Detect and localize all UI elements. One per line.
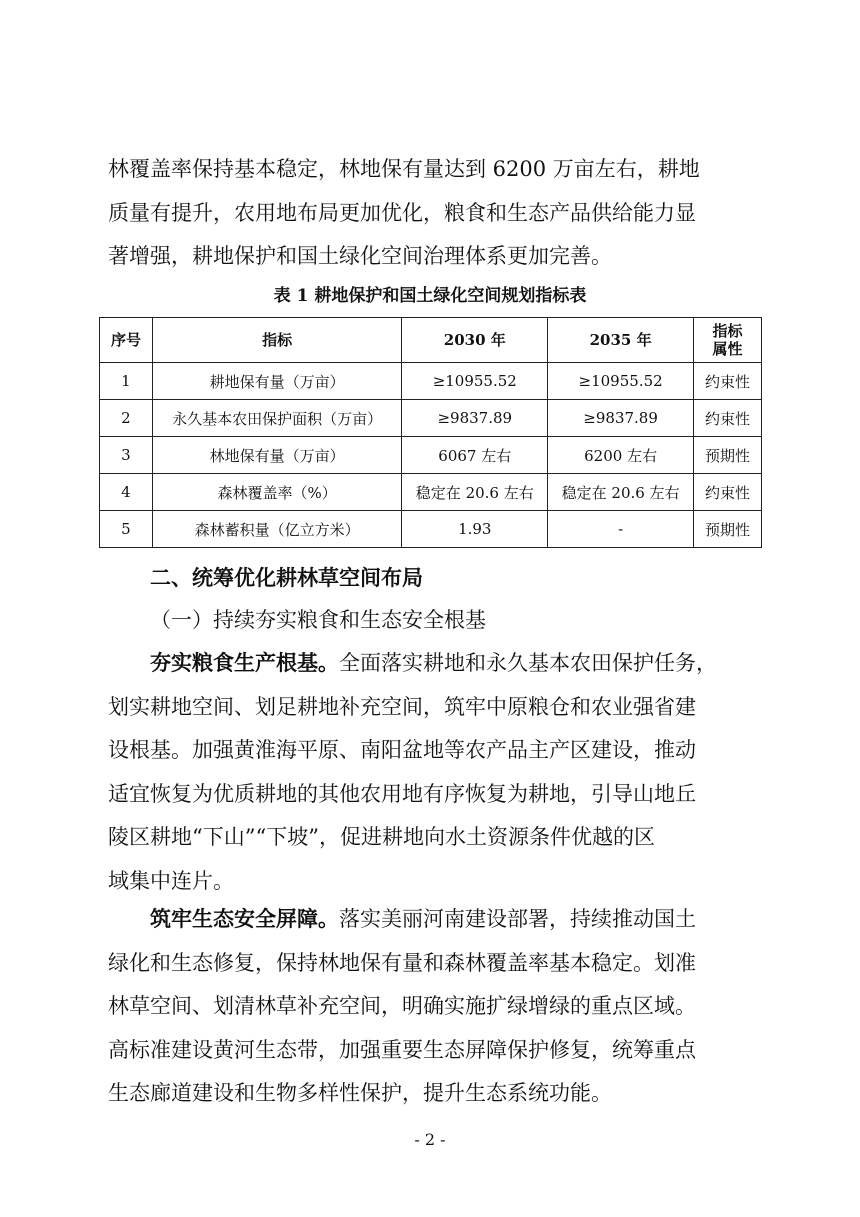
text-line <box>108 897 758 942</box>
table-row <box>100 363 762 400</box>
cell-2030: 6067 左右 <box>402 437 548 474</box>
cell-2030: 稳定在 20.6 左右 <box>402 474 548 511</box>
text-line: 生态廊道建设和生物多样性保护，提升生态系统功能。 <box>108 1081 612 1105</box>
table-row <box>100 511 762 548</box>
cell-index: 1 <box>100 363 153 400</box>
paragraph-lead: 筑牢生态安全屏障。 <box>150 906 339 931</box>
cell-index: 2 <box>100 400 153 437</box>
text-line: 质量有提升，农用地布局更加优化，粮食和生态产品供给能力显 <box>108 200 696 225</box>
paragraph-text: 全面落实耕地和永久基本农田保护任务， <box>339 651 717 675</box>
header-index: 序号 <box>100 318 153 363</box>
subsection-heading: （一）持续夯实粮食和生态安全根基 <box>150 608 486 632</box>
cell-2035: - <box>548 511 694 548</box>
cell-2035: 稳定在 20.6 左右 <box>548 474 694 511</box>
cell-2035: ≥9837.89 <box>548 400 694 437</box>
header-attribute <box>694 318 762 363</box>
cell-2035: ≥10955.52 <box>548 363 694 400</box>
cell-2030: 1.93 <box>402 511 548 548</box>
paragraph-lead: 夯实粮食生产根基。 <box>150 650 339 675</box>
cell-2030: ≥10955.52 <box>402 363 548 400</box>
text-line: 设根基。加强黄淮海平原、南阳盆地等农产品主产区建设，推动 <box>108 738 696 762</box>
header-2030: 2030 年 <box>402 318 548 363</box>
table-header-row <box>100 318 762 363</box>
cell-index: 5 <box>100 511 153 548</box>
text-line: 适宜恢复为优质耕地的其他农用地有序恢复为耕地，引导山地丘 <box>108 781 696 806</box>
cell-2035: 6200 左右 <box>548 437 694 474</box>
cell-attribute: 预期性 <box>694 437 762 474</box>
header-indicator: 指标 <box>152 318 401 363</box>
text-line <box>108 641 758 686</box>
cell-attribute: 约束性 <box>694 474 762 511</box>
text-line: 高标准建设黄河生态带，加强重要生态屏障保护修复，统筹重点 <box>108 1037 696 1062</box>
cell-index: 3 <box>100 437 153 474</box>
cell-indicator: 森林覆盖率（%） <box>152 474 401 511</box>
text-line: 绿化和生态修复，保持林地保有量和森林覆盖率基本稳定。划准 <box>108 950 696 975</box>
section-heading: 二、统筹优化耕林草空间布局 <box>150 565 423 590</box>
cell-2030: ≥9837.89 <box>402 400 548 437</box>
text-line: 著增强，耕地保护和国土绿化空间治理体系更加完善。 <box>108 244 612 268</box>
text-line: 划实耕地空间、划足耕地补充空间，筑牢中原粮仓和农业强省建 <box>108 694 696 719</box>
paragraph-text: 落实美丽河南建设部署，持续推动国土 <box>339 907 696 931</box>
indicator-table <box>99 317 762 548</box>
text-line: 陵区耕地“下山”“下坡”，促进耕地向水土资源条件优越的区 <box>108 825 655 849</box>
paragraph-grain-foundation <box>108 641 758 903</box>
header-attribute-text: 指标属性 <box>712 322 743 358</box>
cell-indicator: 耕地保有量（万亩） <box>152 363 401 400</box>
cell-indicator: 森林蓄积量（亿立方米） <box>152 511 401 548</box>
header-2035: 2035 年 <box>548 318 694 363</box>
table-row <box>100 400 762 437</box>
intro-paragraph <box>108 148 758 279</box>
cell-attribute: 约束性 <box>694 363 762 400</box>
cell-attribute: 约束性 <box>694 400 762 437</box>
table-row <box>100 437 762 474</box>
paragraph-ecological-barrier <box>108 897 758 1116</box>
cell-indicator: 林地保有量（万亩） <box>152 437 401 474</box>
text-line: 林草空间、划清林草补充空间，明确实施扩绿增绿的重点区域。 <box>108 994 696 1018</box>
table-row <box>100 474 762 511</box>
cell-indicator: 永久基本农田保护面积（万亩） <box>152 400 401 437</box>
table-title: 表 1 耕地保护和国土绿化空间规划指标表 <box>273 286 587 306</box>
page-number: - 2 - <box>414 1130 446 1149</box>
text-line: 林覆盖率保持基本稳定，林地保有量达到 6200 万亩左右，耕地 <box>108 157 700 181</box>
cell-attribute: 预期性 <box>694 511 762 548</box>
text-line: 域集中连片。 <box>108 868 234 893</box>
cell-index: 4 <box>100 474 153 511</box>
